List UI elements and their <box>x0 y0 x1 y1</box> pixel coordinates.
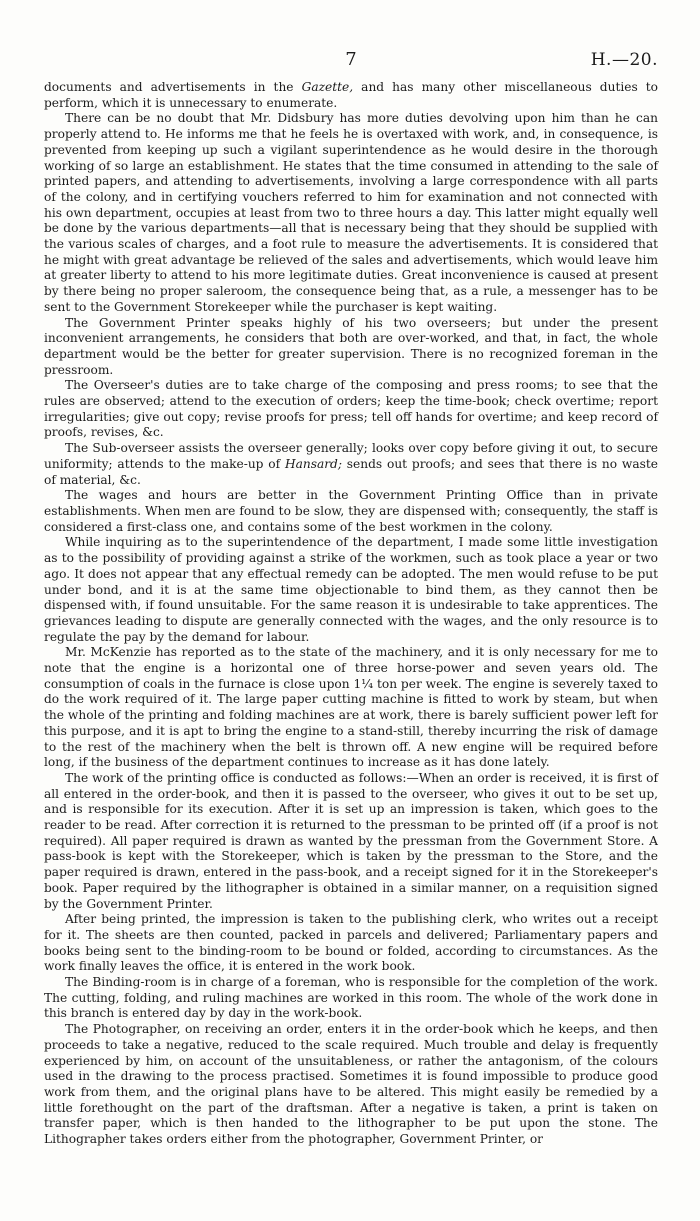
paragraph <box>44 912 658 975</box>
text-run: sends out proofs; and sees that there is no waste of material, &c. <box>44 456 658 487</box>
text-run: There can be no doubt that Mr. Didsbury has more duties devolving upon him than he can properly attend to. He informs me that he feels he is overtaxed with work, and, in consequence, is prevented from keeping up such a vigilant superintendence as he would desire in the thorough working of so large an establishment. He states that the time consumed in attending to the sale of printed papers, and attending to advertisements, involving a large correspondence with all parts of the colony, and in certifying vouchers referred to him for examination and not connected with his own department, occupies at least from two to three hours a day. This latter might equally well be done by the various departments—all that is necessary being that they should be supplied with the various scales of charges, and a foot rule to measure the advertisements. It is considered that he might with great advantage be relieved of the sales and advertisements, which would leave him at greater liberty to attend to his more legitimate duties. Great inconvenience is caused at present by there being no proper saleroom, the consequence being that, as a rule, a messenger has to be sent to the Government Storekeeper while the purchaser is kept waiting. <box>44 111 658 314</box>
text-run: documents and advertisements in the <box>44 80 302 94</box>
text-run: The Sub-overseer assists the overseer generally; looks over copy before giving it out, to secure uniformity; attends to the make-up of <box>44 441 658 471</box>
text-run: and has many other miscellaneous duties to perform, which it is unnecessary to enumerate. <box>44 80 659 110</box>
paragraph <box>44 535 658 645</box>
italic-text: Gazette, <box>301 80 354 94</box>
page-reference: H.—20. <box>590 50 658 70</box>
text-run: Mr. McKenzie has reported as to the state of the machinery, and it is only necessary for me to note that the engine is a horizontal one of three horse-power and seven years old. The consumption of coals in the furnace is close upon 1¼ ton per week. The engine is severely taxed to do the work required of it. The large paper cutting machine is fitted to work by steam, but when the whole of the printing and folding machines are at work, there is barely sufficient power left for this purpose, and it is apt to bring the engine to a stand-still, thereby incurring the risk of damage to the rest of the machinery when the belt is thrown off. A new engine will be required before long, if the business of the department continues to increase as it has done lately. <box>44 645 658 770</box>
paragraph <box>44 316 658 379</box>
page-number: 7 <box>345 49 357 70</box>
paragraph <box>44 771 658 912</box>
page-header <box>44 50 658 74</box>
paragraph <box>44 80 658 111</box>
paragraph <box>44 111 658 315</box>
paragraph <box>44 975 658 1022</box>
text-run: The Government Printer speaks highly of his two overseers; but under the present inconvenient arrangements, he considers that both are over-worked, and that, in fact, the whole department would be the better for greater supervision. There is no recognized foreman in the pressroom. <box>44 315 658 377</box>
paragraph <box>44 1022 658 1148</box>
text-run: The Overseer's duties are to take charge of the composing and press rooms; to see that the rules are observed; attend to the execution of orders; keep the time-book; check overtime; report irregularities; give out copy; revise proofs for press; tell off hands for overtime; and keep record of proofs, revises, &c. <box>44 378 658 440</box>
paragraph <box>44 645 658 771</box>
italic-text: Hansard; <box>284 456 342 471</box>
text-run: The Binding-room is in charge of a foreman, who is responsible for the completion of the work. The cutting, folding, and ruling machines are worked in this room. The whole of the work done in this branch is entered day by day in the work-book. <box>44 975 658 1021</box>
text-run: The work of the printing office is conducted as follows:—When an order is received, it is first of all entered in the order-book, and then it is passed to the overseer, who gives it out to be set up, and is responsible for its execution. After it is set up an impression is taken, which goes to the reader to be read. After correction it is returned to the pressman to be printed off (if a proof is not required). All paper required is drawn as wanted by the pressman from the Government Store. A pass-book is kept with the Storekeeper, which is taken by the pressman to the Store, and the paper required is drawn, entered in the pass-book, and a receipt signed for it in the Storekeeper's book. Paper required by the lithographer is obtained in a similar manner, on a requisition signed by the Government Printer. <box>44 770 658 911</box>
body-text <box>44 80 658 1148</box>
paragraph <box>44 441 658 488</box>
paragraph <box>44 488 658 535</box>
text-run: The Photographer, on receiving an order, enters it in the order-book which he keeps, and then proceeds to take a negative, reduced to the scale required. Much trouble and delay is frequently experienced by him, on account of the unsuitableness, or rather the antagonism, of the colours used in the drawing to the process practised. Sometimes it is found impossible to produce good work from them, and the original plans have to be altered. This might easily be remedied by a little forethought on the part of the draftsman. After a negative is taken, a print is taken on transfer paper, which is then handed to the lithographer to be put upon the stone. The Lithographer takes orders either from the photographer, Government Printer, or <box>44 1022 658 1147</box>
paragraph <box>44 378 658 441</box>
text-run: While inquiring as to the superintendence of the department, I made some little investigation as to the possibility of providing against a strike of the workmen, such as took place a year or two ago. It does not appear that any effectual remedy can be adopted. The men would refuse to be put under bond, and it is at the same time objectionable to bind them, as they cannot then be dispensed with, if found unsuitable. For the same reason it is undesirable to take apprentices. The grievances leading to dispute are generally connected with the wages, and the only resource is to regulate the pay by the demand for labour. <box>44 535 658 644</box>
text-run: After being printed, the impression is taken to the publishing clerk, who writes out a receipt for it. The sheets are then counted, packed in parcels and delivered; Parliamentary papers and books being sent to the binding-room to be bound or folded, according to circumstances. As the work finally leaves the office, it is entered in the work book. <box>44 912 658 974</box>
text-run: The wages and hours are better in the Government Printing Office than in private establishments. When men are found to be slow, they are dispensed with; consequently, the staff is considered a first-class one, and contains some of the best workmen in the colony. <box>44 488 658 534</box>
